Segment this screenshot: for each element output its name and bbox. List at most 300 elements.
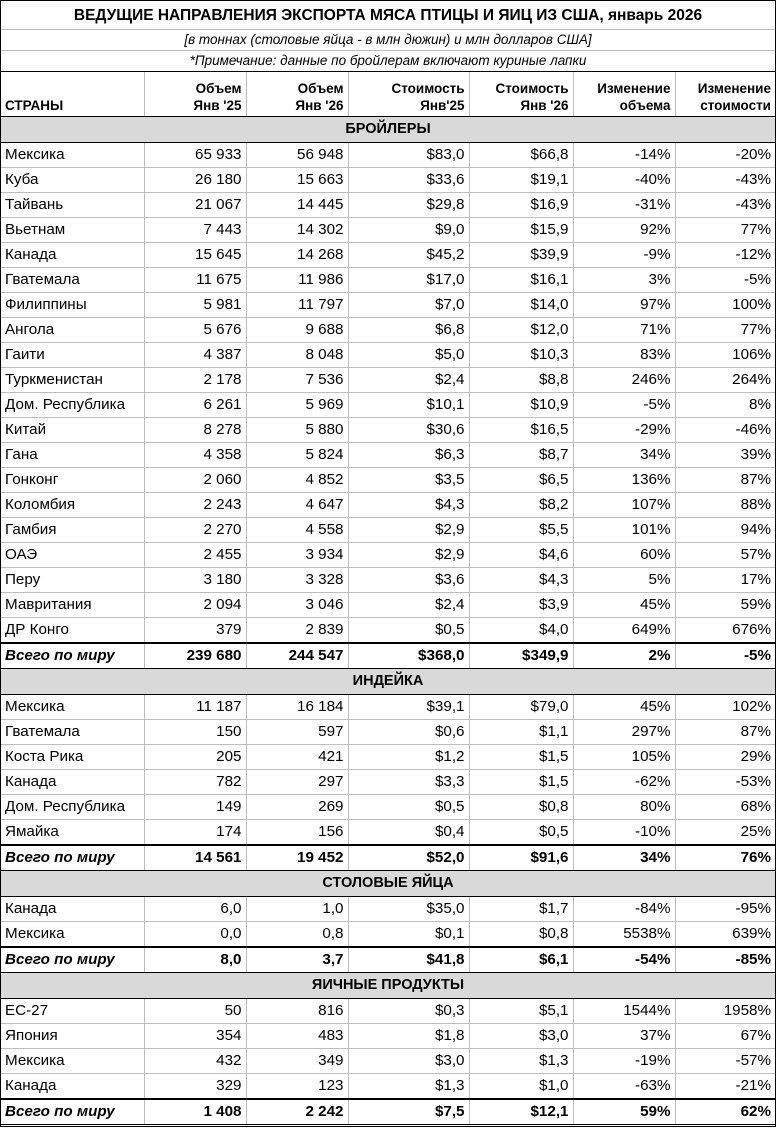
value-change-cell: 94% [675,518,775,543]
country-cell: Гватемала [1,720,144,745]
volume-jan26-cell: 156 [246,820,348,846]
value-jan26-cell: $4,6 [469,543,573,568]
volume-jan26-cell: 16 184 [246,695,348,720]
value-jan26-cell: $39,9 [469,243,573,268]
value-jan25-cell: $1,2 [348,745,469,770]
value-change-cell: 106% [675,343,775,368]
volume-jan26-cell: 297 [246,770,348,795]
country-cell: Гамбия [1,518,144,543]
value-jan26-cell: $91,6 [469,845,573,871]
table-row [1,618,775,644]
value-jan25-cell: $52,0 [348,845,469,871]
value-change-cell: -21% [675,1074,775,1100]
value-jan25-cell: $5,0 [348,343,469,368]
table-row [1,795,775,820]
value-jan25-cell: $41,8 [348,947,469,973]
volume-jan26-cell: 14 445 [246,193,348,218]
value-jan26-cell: $3,0 [469,1024,573,1049]
volume-jan26-cell: 3 328 [246,568,348,593]
volume-jan26-cell: 9 688 [246,318,348,343]
header-row [1,72,775,117]
section-header-row [1,117,775,143]
volume-jan26-cell: 5 880 [246,418,348,443]
volume-jan26-cell: 14 302 [246,218,348,243]
value-change-cell: 59% [675,593,775,618]
volume-change-cell: -62% [573,770,675,795]
value-jan25-cell: $10,1 [348,393,469,418]
volume-change-cell: -31% [573,193,675,218]
table-row [1,720,775,745]
volume-change-cell: -84% [573,897,675,922]
value-jan26-cell: $12,0 [469,318,573,343]
value-change-cell: 76% [675,845,775,871]
value-jan26-cell: $16,9 [469,193,573,218]
volume-jan26-cell: 14 268 [246,243,348,268]
country-cell: Дом. Республика [1,393,144,418]
country-cell: Канада [1,243,144,268]
value-jan25-cell: $1,3 [348,1074,469,1100]
value-jan26-cell: $1,3 [469,1049,573,1074]
volume-jan25-cell: 14 561 [144,845,246,871]
volume-jan25-cell: 2 243 [144,493,246,518]
country-cell: Мексика [1,143,144,168]
value-jan26-cell: $4,0 [469,618,573,644]
value-jan25-cell: $45,2 [348,243,469,268]
volume-jan25-cell: 8,0 [144,947,246,973]
value-change-cell: 29% [675,745,775,770]
volume-jan26-cell: 123 [246,1074,348,1100]
value-jan25-cell: $7,0 [348,293,469,318]
volume-jan26-cell: 244 547 [246,643,348,669]
value-jan25-cell: $39,1 [348,695,469,720]
volume-change-cell: -5% [573,393,675,418]
value-jan25-cell: $30,6 [348,418,469,443]
value-change-cell: 88% [675,493,775,518]
value-jan25-cell: $3,5 [348,468,469,493]
total-row [1,1099,775,1125]
volume-jan26-cell: 11 986 [246,268,348,293]
value-jan26-cell: $6,1 [469,947,573,973]
table-body [1,117,775,1125]
value-jan25-cell: $2,4 [348,368,469,393]
value-jan26-cell: $349,9 [469,643,573,669]
volume-change-cell: 105% [573,745,675,770]
value-jan25-cell: $6,3 [348,443,469,468]
value-change-cell: -53% [675,770,775,795]
country-cell: ДР Конго [1,618,144,644]
value-jan25-cell: $3,6 [348,568,469,593]
value-jan26-cell: $1,5 [469,770,573,795]
volume-jan25-cell: 26 180 [144,168,246,193]
volume-jan25-cell: 2 094 [144,593,246,618]
volume-change-cell: 59% [573,1099,675,1125]
volume-jan25-cell: 149 [144,795,246,820]
country-cell: Вьетнам [1,218,144,243]
value-jan26-cell: $79,0 [469,695,573,720]
column-header-volume-jan26: Объем Янв '26 [246,72,348,117]
volume-jan25-cell: 782 [144,770,246,795]
volume-jan25-cell: 1 408 [144,1099,246,1125]
volume-jan26-cell: 8 048 [246,343,348,368]
table-row [1,193,775,218]
value-change-cell: 87% [675,720,775,745]
volume-jan26-cell: 816 [246,999,348,1024]
value-jan26-cell: $19,1 [469,168,573,193]
value-change-cell: 8% [675,393,775,418]
value-change-cell: 1958% [675,999,775,1024]
volume-jan26-cell: 3 046 [246,593,348,618]
value-jan25-cell: $0,4 [348,820,469,846]
column-header-value-change: Изменение стоимости [675,72,775,117]
value-jan25-cell: $3,0 [348,1049,469,1074]
country-cell: Япония [1,1024,144,1049]
volume-jan25-cell: 65 933 [144,143,246,168]
column-header-value-jan25: Стоимость Янв'25 [348,72,469,117]
total-row [1,947,775,973]
volume-change-cell: 45% [573,593,675,618]
volume-jan26-cell: 2 242 [246,1099,348,1125]
value-jan26-cell: $12,1 [469,1099,573,1125]
volume-jan25-cell: 2 270 [144,518,246,543]
column-header-value-jan26: Стоимость Янв '26 [469,72,573,117]
column-header-countries: СТРАНЫ [1,72,144,117]
value-jan26-cell: $14,0 [469,293,573,318]
volume-jan25-cell: 15 645 [144,243,246,268]
country-cell: Тайвань [1,193,144,218]
table-row [1,1074,775,1100]
volume-change-cell: 297% [573,720,675,745]
value-jan26-cell: $10,3 [469,343,573,368]
value-jan26-cell: $10,9 [469,393,573,418]
country-cell: Куба [1,168,144,193]
volume-jan26-cell: 19 452 [246,845,348,871]
volume-change-cell: 5538% [573,922,675,948]
export-data-table [1,72,775,1125]
table-row [1,218,775,243]
volume-jan26-cell: 7 536 [246,368,348,393]
volume-change-cell: -14% [573,143,675,168]
value-jan25-cell: $33,6 [348,168,469,193]
total-row [1,643,775,669]
table-row [1,593,775,618]
value-change-cell: 639% [675,922,775,948]
value-jan26-cell: $4,3 [469,568,573,593]
volume-change-cell: -63% [573,1074,675,1100]
table-row [1,143,775,168]
table-row [1,897,775,922]
volume-jan25-cell: 205 [144,745,246,770]
volume-jan25-cell: 11 187 [144,695,246,720]
volume-jan25-cell: 239 680 [144,643,246,669]
country-cell: Канада [1,1074,144,1100]
table-row [1,343,775,368]
table-row [1,468,775,493]
volume-change-cell: 83% [573,343,675,368]
country-cell: Мексика [1,1049,144,1074]
volume-change-cell: -54% [573,947,675,973]
country-cell: Всего по миру [1,845,144,871]
value-jan26-cell: $0,5 [469,820,573,846]
country-cell: Канада [1,770,144,795]
volume-change-cell: -29% [573,418,675,443]
volume-jan26-cell: 4 558 [246,518,348,543]
volume-change-cell: -9% [573,243,675,268]
value-jan26-cell: $0,8 [469,922,573,948]
table-title: ВЕДУЩИЕ НАПРАВЛЕНИЯ ЭКСПОРТА МЯСА ПТИЦЫ И ЯИЦ ИЗ США, январь 2026 [1,0,775,30]
column-header-volume-change: Изменение объема [573,72,675,117]
volume-jan25-cell: 5 676 [144,318,246,343]
volume-change-cell: 136% [573,468,675,493]
volume-change-cell: 37% [573,1024,675,1049]
section-title: БРОЙЛЕРЫ [1,117,775,143]
volume-change-cell: 1544% [573,999,675,1024]
value-jan25-cell: $0,5 [348,795,469,820]
volume-change-cell: 45% [573,695,675,720]
country-cell: Китай [1,418,144,443]
country-cell: Ангола [1,318,144,343]
value-change-cell: 100% [675,293,775,318]
country-cell: Туркменистан [1,368,144,393]
value-jan26-cell: $5,5 [469,518,573,543]
value-change-cell: -12% [675,243,775,268]
volume-jan25-cell: 379 [144,618,246,644]
table-row [1,695,775,720]
volume-jan25-cell: 50 [144,999,246,1024]
value-change-cell: 62% [675,1099,775,1125]
country-cell: Канада [1,897,144,922]
broiler-note: *Примечание: данные по бройлерам включают куриные лапки [1,51,775,72]
country-cell: Всего по миру [1,1099,144,1125]
table-row [1,999,775,1024]
volume-change-cell: 246% [573,368,675,393]
country-cell: Всего по миру [1,643,144,669]
value-jan26-cell: $66,8 [469,143,573,168]
volume-jan26-cell: 597 [246,720,348,745]
table-row [1,568,775,593]
value-jan26-cell: $1,1 [469,720,573,745]
volume-jan25-cell: 354 [144,1024,246,1049]
volume-jan26-cell: 421 [246,745,348,770]
volume-change-cell: 60% [573,543,675,568]
country-cell: Дом. Республика [1,795,144,820]
volume-jan26-cell: 1,0 [246,897,348,922]
volume-change-cell: 649% [573,618,675,644]
volume-change-cell: 101% [573,518,675,543]
value-jan25-cell: $17,0 [348,268,469,293]
volume-jan25-cell: 150 [144,720,246,745]
volume-jan25-cell: 4 387 [144,343,246,368]
value-jan25-cell: $35,0 [348,897,469,922]
value-jan25-cell: $0,5 [348,618,469,644]
value-change-cell: -43% [675,168,775,193]
volume-jan26-cell: 5 969 [246,393,348,418]
table-row [1,1049,775,1074]
value-jan25-cell: $6,8 [348,318,469,343]
value-change-cell: -20% [675,143,775,168]
value-change-cell: 264% [675,368,775,393]
volume-change-cell: 2% [573,643,675,669]
section-header-row [1,973,775,999]
volume-jan26-cell: 3,7 [246,947,348,973]
table-row [1,368,775,393]
value-change-cell: -57% [675,1049,775,1074]
country-cell: Мексика [1,695,144,720]
volume-change-cell: 80% [573,795,675,820]
volume-jan25-cell: 329 [144,1074,246,1100]
value-jan26-cell: $6,5 [469,468,573,493]
section-title: СТОЛОВЫЕ ЯЙЦА [1,871,775,897]
value-jan25-cell: $0,3 [348,999,469,1024]
value-jan25-cell: $2,4 [348,593,469,618]
value-jan26-cell: $1,0 [469,1074,573,1100]
country-cell: Гана [1,443,144,468]
volume-change-cell: 107% [573,493,675,518]
country-cell: Всего по миру [1,947,144,973]
country-cell: Коломбия [1,493,144,518]
volume-change-cell: -40% [573,168,675,193]
value-jan25-cell: $0,1 [348,922,469,948]
value-change-cell: -43% [675,193,775,218]
volume-jan25-cell: 21 067 [144,193,246,218]
country-cell: Гонконг [1,468,144,493]
country-cell: ЕС-27 [1,999,144,1024]
volume-jan26-cell: 4 852 [246,468,348,493]
value-jan26-cell: $16,1 [469,268,573,293]
volume-change-cell: 71% [573,318,675,343]
volume-jan25-cell: 0,0 [144,922,246,948]
volume-jan25-cell: 2 178 [144,368,246,393]
volume-jan26-cell: 2 839 [246,618,348,644]
value-jan25-cell: $4,3 [348,493,469,518]
volume-change-cell: -19% [573,1049,675,1074]
volume-change-cell: 92% [573,218,675,243]
country-cell: Ямайка [1,820,144,846]
country-cell: Мавритания [1,593,144,618]
value-jan26-cell: $5,1 [469,999,573,1024]
country-cell: Перу [1,568,144,593]
value-jan25-cell: $368,0 [348,643,469,669]
value-change-cell: 676% [675,618,775,644]
value-jan26-cell: $0,8 [469,795,573,820]
volume-jan26-cell: 269 [246,795,348,820]
table-row [1,443,775,468]
volume-change-cell: 97% [573,293,675,318]
value-jan25-cell: $29,8 [348,193,469,218]
value-change-cell: -5% [675,643,775,669]
volume-jan26-cell: 4 647 [246,493,348,518]
value-change-cell: 77% [675,318,775,343]
volume-jan26-cell: 483 [246,1024,348,1049]
value-change-cell: 67% [675,1024,775,1049]
units-subtitle: [в тоннах (столовые яйца - в млн дюжин) и млн долларов США] [1,30,775,51]
value-jan26-cell: $8,2 [469,493,573,518]
volume-jan25-cell: 174 [144,820,246,846]
value-change-cell: 102% [675,695,775,720]
total-row [1,845,775,871]
volume-change-cell: 3% [573,268,675,293]
volume-jan26-cell: 5 824 [246,443,348,468]
table-row [1,168,775,193]
value-jan25-cell: $1,8 [348,1024,469,1049]
value-jan26-cell: $1,7 [469,897,573,922]
volume-change-cell: 5% [573,568,675,593]
value-jan26-cell: $8,8 [469,368,573,393]
section-header-row [1,871,775,897]
value-change-cell: 77% [675,218,775,243]
value-change-cell: 25% [675,820,775,846]
volume-jan25-cell: 6,0 [144,897,246,922]
value-jan25-cell: $0,6 [348,720,469,745]
table-row [1,543,775,568]
column-header-volume-jan25: Объем Янв '25 [144,72,246,117]
country-cell: ОАЭ [1,543,144,568]
value-change-cell: -95% [675,897,775,922]
table-row [1,243,775,268]
value-jan26-cell: $3,9 [469,593,573,618]
volume-jan26-cell: 0,8 [246,922,348,948]
volume-jan26-cell: 3 934 [246,543,348,568]
table-row [1,393,775,418]
table-row [1,268,775,293]
country-cell: Коста Рика [1,745,144,770]
section-title: ЯИЧНЫЕ ПРОДУКТЫ [1,973,775,999]
volume-jan25-cell: 8 278 [144,418,246,443]
table-row [1,318,775,343]
value-change-cell: -46% [675,418,775,443]
value-jan25-cell: $3,3 [348,770,469,795]
volume-jan25-cell: 2 060 [144,468,246,493]
value-jan25-cell: $7,5 [348,1099,469,1125]
value-jan26-cell: $15,9 [469,218,573,243]
volume-jan25-cell: 6 261 [144,393,246,418]
value-change-cell: 87% [675,468,775,493]
value-change-cell: 17% [675,568,775,593]
value-jan25-cell: $83,0 [348,143,469,168]
value-jan26-cell: $8,7 [469,443,573,468]
country-cell: Мексика [1,922,144,948]
country-cell: Гватемала [1,268,144,293]
table-row [1,418,775,443]
volume-jan25-cell: 11 675 [144,268,246,293]
value-change-cell: 68% [675,795,775,820]
table-row [1,820,775,846]
volume-change-cell: 34% [573,443,675,468]
value-change-cell: 39% [675,443,775,468]
value-change-cell: -5% [675,268,775,293]
value-jan25-cell: $2,9 [348,543,469,568]
volume-jan25-cell: 7 443 [144,218,246,243]
value-jan25-cell: $9,0 [348,218,469,243]
volume-jan25-cell: 3 180 [144,568,246,593]
volume-jan26-cell: 56 948 [246,143,348,168]
table-row [1,293,775,318]
value-change-cell: 57% [675,543,775,568]
section-title: ИНДЕЙКА [1,669,775,695]
table-row [1,770,775,795]
volume-jan26-cell: 15 663 [246,168,348,193]
volume-jan25-cell: 2 455 [144,543,246,568]
country-cell: Филиппины [1,293,144,318]
section-header-row [1,669,775,695]
table-row [1,922,775,948]
value-jan26-cell: $16,5 [469,418,573,443]
country-cell: Гаити [1,343,144,368]
value-jan26-cell: $1,5 [469,745,573,770]
volume-jan25-cell: 5 981 [144,293,246,318]
volume-change-cell: -10% [573,820,675,846]
value-jan25-cell: $2,9 [348,518,469,543]
table-row [1,493,775,518]
